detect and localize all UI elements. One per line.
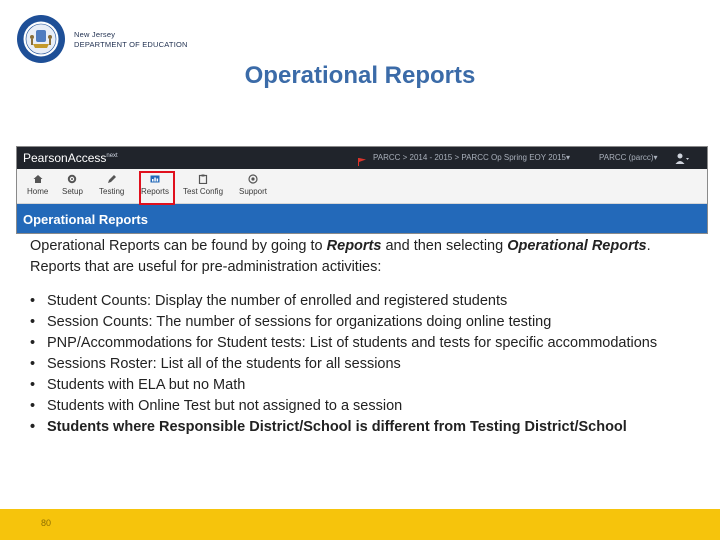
intro-text-3: . Reports that are useful for pre-administration activities:	[30, 238, 651, 275]
nav-item-support[interactable]	[239, 174, 267, 196]
nj-state-seal-logo	[16, 14, 66, 64]
pencil-icon	[107, 174, 117, 184]
list-item: • PNP/Accommodations for Student tests: List of students and tests for specific accommodations	[30, 333, 690, 354]
org-line-state: New Jersey	[74, 30, 116, 39]
intro-paragraph	[30, 236, 690, 278]
slide-body	[30, 236, 690, 438]
nav-item-setup[interactable]	[62, 174, 83, 196]
brand-name: PearsonAccess	[23, 151, 107, 165]
list-item: • Students where Responsible District/School is different from Testing District/School	[30, 417, 690, 438]
intro-operational-reports-term: Operational Reports	[507, 238, 647, 254]
organization-selector[interactable]: PARCC (parcc)▾	[599, 153, 658, 162]
section-title: Operational Reports	[23, 212, 148, 227]
reports-highlight-box	[139, 171, 175, 205]
nav-item-home[interactable]	[27, 174, 48, 196]
list-item: • Students with Online Test but not assigned to a session	[30, 396, 690, 417]
gear-icon	[67, 174, 77, 184]
help-icon	[248, 174, 258, 184]
organization-name	[74, 30, 188, 50]
app-brand[interactable]	[23, 151, 118, 165]
intro-text-1: Operational Reports can be found by going to	[30, 238, 327, 254]
home-icon	[33, 174, 43, 184]
app-top-bar	[17, 147, 707, 169]
clipboard-icon	[198, 174, 208, 184]
nav-label: Setup	[62, 187, 83, 196]
nav-label: Support	[239, 187, 268, 196]
list-item: • Sessions Roster: List all of the students for all sessions	[30, 354, 690, 375]
nav-label: Testing	[99, 187, 125, 196]
nav-label: Test Config	[183, 187, 224, 196]
report-list	[30, 291, 690, 438]
administration-selector[interactable]: PARCC > 2014 - 2015 > PARCC Op Spring EOY 2015▾	[373, 153, 571, 162]
pearsonaccess-screenshot	[16, 146, 708, 234]
section-header	[17, 204, 707, 234]
intro-reports-term: Reports	[326, 238, 382, 254]
nav-label: Home	[27, 187, 49, 196]
app-main-nav	[17, 169, 707, 204]
list-item: • Session Counts: The number of sessions for organizations doing online testing	[30, 312, 690, 333]
brand-superscript: next	[106, 153, 118, 159]
intro-text-2: and then selecting	[381, 238, 508, 254]
list-item: • Student Counts: Display the number of enrolled and registered students	[30, 291, 690, 312]
flag-icon[interactable]	[358, 153, 366, 161]
footer-bar	[0, 509, 720, 540]
page-number: 80	[41, 518, 52, 528]
page-title: Operational Reports	[244, 62, 476, 89]
nav-item-testing[interactable]	[99, 174, 124, 196]
list-item: • Students with ELA but no Math	[30, 375, 690, 396]
org-line-department: DEPARTMENT OF EDUCATION	[74, 40, 188, 49]
user-menu-icon[interactable]	[675, 152, 689, 164]
nav-item-test-config[interactable]	[183, 174, 223, 196]
nav-label: Reports	[141, 187, 170, 196]
